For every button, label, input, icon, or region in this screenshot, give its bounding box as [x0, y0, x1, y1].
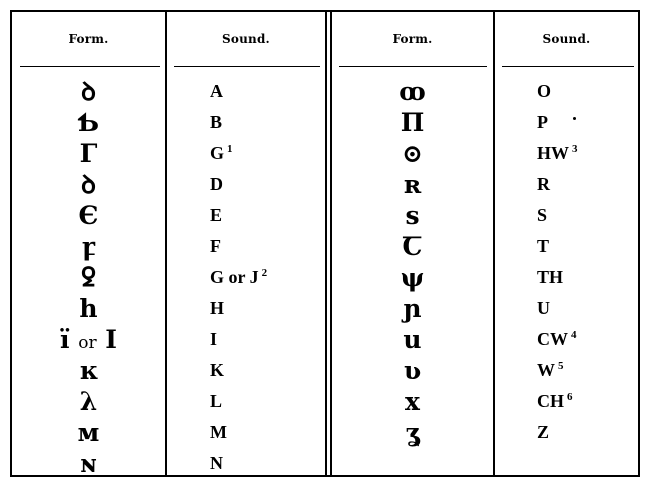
form-cell: Ꞇ	[402, 232, 423, 261]
header-sound-left: Sound.	[222, 32, 270, 46]
form-cell: ψ	[400, 263, 425, 292]
print-speck	[573, 117, 576, 120]
form-cell: ɴ	[79, 449, 98, 478]
sound-cell: E	[210, 205, 223, 225]
form-cell: ʀ	[403, 170, 422, 199]
form-cell: Є	[78, 201, 99, 230]
header-rule-sound-right	[502, 66, 634, 67]
sound-cell: TH	[537, 267, 564, 287]
form-cell: ꝺ	[81, 170, 96, 199]
sound-column-left	[210, 76, 320, 479]
form-column-left	[12, 76, 165, 479]
column-divider-1	[165, 12, 167, 475]
sound-cell: W $^5$	[537, 360, 564, 380]
sound-cell: F	[210, 236, 221, 256]
header-sound-right: Sound.	[542, 32, 591, 46]
form-cell: ꝼ	[81, 232, 96, 261]
sound-cell: S	[537, 205, 548, 225]
form-cell: Γ	[79, 139, 98, 168]
form-cell: u	[403, 325, 422, 354]
form-cell: h	[79, 294, 98, 323]
sound-cell: HW $^3$	[537, 143, 578, 163]
footnote-marker: 4	[571, 329, 577, 341]
form-cell: ꝿ	[81, 263, 96, 292]
form-cell: λ	[79, 387, 98, 416]
alphabet-table	[10, 10, 640, 477]
header-rule-form-right	[339, 66, 487, 67]
form-cell: x	[405, 387, 420, 416]
form-cell: ᴍ	[77, 418, 100, 447]
sound-cell: A	[210, 81, 223, 101]
sound-cell: T	[537, 236, 550, 256]
form-cell: ï or I	[59, 325, 117, 354]
sound-cell: N	[210, 453, 223, 473]
header-rule-sound-left	[174, 66, 320, 67]
sound-cell: I	[210, 329, 218, 349]
form-alt: I	[105, 325, 117, 354]
form-cell: s	[405, 201, 420, 230]
sound-cell: R	[537, 174, 550, 194]
sound-cell: G or J $^2$	[210, 267, 268, 287]
form-cell: Ƅ	[77, 108, 100, 137]
form-column-right	[332, 76, 493, 448]
sound-cell: H	[210, 298, 225, 318]
form-cell: ꝺ	[81, 77, 96, 106]
form-cell: ⊙	[402, 139, 423, 168]
form-cell: Π	[400, 108, 425, 137]
footnote-marker: 6	[567, 391, 573, 403]
sound-cell: Z	[537, 422, 550, 442]
form-cell: ʓ	[405, 418, 420, 447]
sound-cell: B	[210, 112, 223, 132]
form-cell: ĸ	[79, 356, 98, 385]
column-divider-3	[493, 12, 495, 475]
sound-cell: D	[210, 174, 223, 194]
sound-cell: CH $^6$	[537, 391, 573, 411]
form-or-text: or	[78, 333, 97, 353]
form-cell: ɲ	[403, 294, 422, 323]
form-cell: ꝏ	[399, 77, 426, 106]
sound-column-right	[537, 76, 637, 448]
sound-cell: M	[210, 422, 227, 442]
footnote-marker: 3	[572, 143, 578, 155]
sound-cell: L	[210, 391, 223, 411]
sound-cell: CW $^4$	[537, 329, 577, 349]
footnote-marker: 2	[261, 267, 268, 279]
header-rule-form-left	[20, 66, 160, 67]
header-form-right: Form.	[392, 32, 433, 46]
sound-cell: O	[537, 81, 552, 101]
sound-cell: G $^1$	[210, 143, 233, 163]
double-divider-left	[325, 12, 327, 475]
sound-cell: K	[210, 360, 225, 380]
footnote-marker: 5	[558, 360, 564, 372]
header-form-left: Form.	[68, 32, 109, 46]
sound-cell: P	[537, 112, 548, 132]
sound-cell: U	[537, 298, 550, 318]
footnote-marker: 1	[227, 143, 233, 155]
form-cell: ʋ	[403, 356, 422, 385]
